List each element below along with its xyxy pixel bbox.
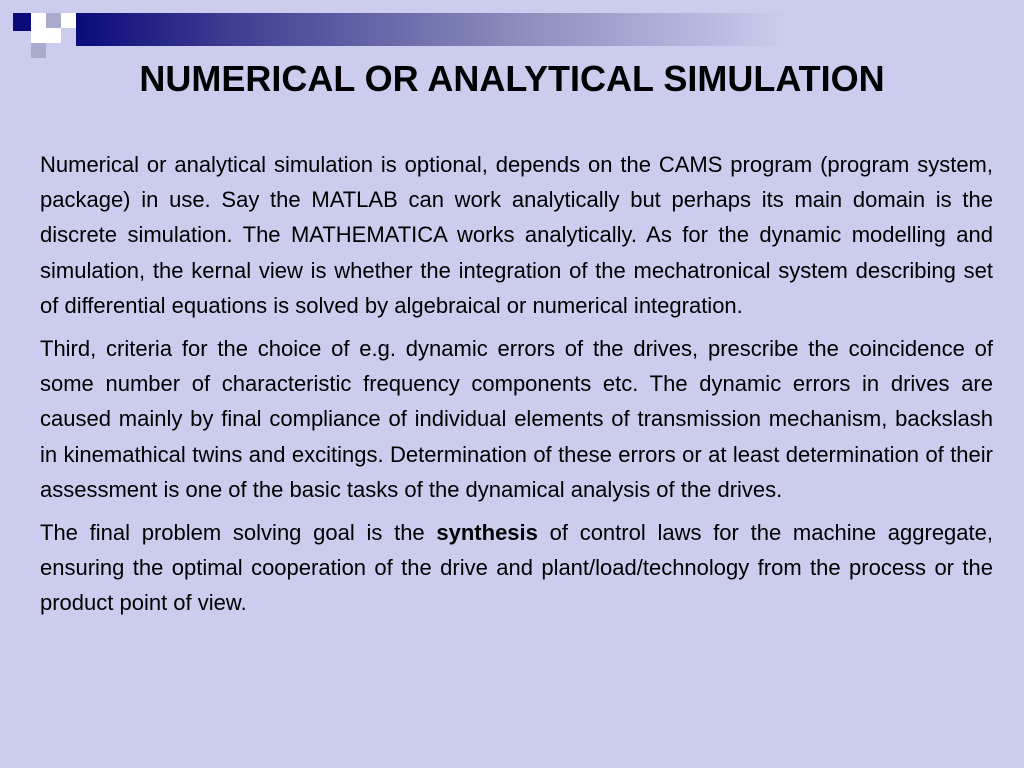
decor-square-white	[46, 28, 61, 43]
paragraph-2: Third, criteria for the choice of e.g. dynamic errors of the drives, prescribe the coincidence of some number of characteristic frequency components etc. The dynamic errors in drives are caused mainly by final compliance of individual elements of transmission mechanism, backslash in kinemathical twins and excitings. Determination of these errors or at least determination of their assessment is one of the basic tasks of the dynamical analysis of the drives.	[40, 336, 993, 502]
decor-square-grey	[46, 13, 61, 28]
synthesis-emphasis: synthesis	[436, 520, 538, 546]
decor-square-grey	[31, 43, 46, 58]
paragraph-3-start: The final problem solving goal is the	[40, 520, 437, 546]
decor-square-white	[31, 28, 46, 43]
slide-body	[40, 147, 993, 629]
paragraph-3	[40, 515, 993, 621]
paragraph-1: Numerical or analytical simulation is optional, depends on the CAMS program (program system, package) in use. Say the MATLAB can work analytically but perhaps its main domain is the discrete simulation. The MATHEMATICA works analytically. As for the dynamic modelling and simulation, the kernal view is whether the integration of the mechatronical system describing set of differential equations is solved by algebraical or numerical integration.	[40, 152, 993, 318]
decor-square-white	[61, 13, 76, 28]
slide-title: NUMERICAL OR ANALYTICAL SIMULATION	[139, 58, 885, 99]
paragraph-3-end: of control laws for the machine aggregate, ensuring the optimal cooperation of the drive and plant/load/technology from the process or the product point of view.	[40, 520, 993, 616]
decor-square-dark	[13, 13, 31, 31]
decor-square-white	[31, 13, 46, 28]
header-gradient-bar	[76, 13, 1024, 46]
